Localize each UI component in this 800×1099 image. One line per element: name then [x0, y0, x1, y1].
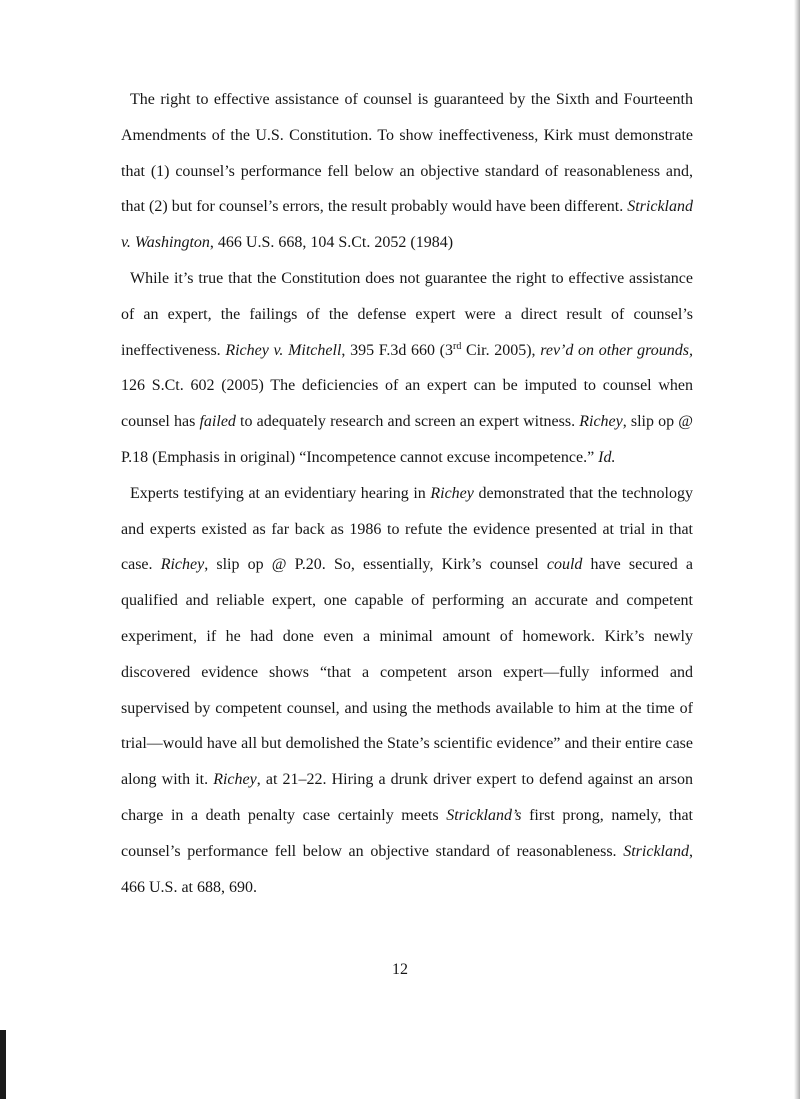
- text-run: , slip op @ P.18 (Emphasis in original) “Incompetence cannot excuse incompetence.”: [121, 413, 694, 466]
- scan-edge: [794, 0, 800, 1099]
- text-run: first prong, namely, that counsel’s performance fell below an objective standard of reasonableness.: [121, 806, 693, 860]
- text-run: have secured a qualified and reliable expert, one capable of performing an accurate and competent experiment, if he had done even a minimal amount of homework. Kirk’s newly discovered evidence shows “that a competent arson expert—fully informed and supervised by competent counsel, and using the methods available to him at the time of trial—would have all but demolished the State’s scientific evidence” and their entire case along with it.: [121, 556, 694, 789]
- italic-citation: failed: [199, 413, 236, 431]
- superscript-text: rd: [453, 340, 462, 352]
- italic-citation: could: [546, 556, 583, 574]
- italic-citation: Strickland v. Washington: [121, 198, 693, 252]
- text-run: While it’s true that the Constitution does not guarantee the right to effective assistance of an expert, the failings of the defense expert were a direct result of counsel’s ineffectiveness.: [121, 269, 693, 359]
- italic-citation: Richey: [579, 413, 623, 431]
- italic-citation: Strickland’s: [446, 806, 522, 824]
- italic-citation: Id.: [598, 448, 616, 466]
- italic-citation: Richey: [430, 484, 474, 502]
- text-run: , slip op @ P.20. So, essentially, Kirk’s counsel: [204, 556, 547, 574]
- text-run: , 395 F.3d 660 (3: [341, 341, 453, 359]
- document-body: [121, 82, 693, 905]
- paragraph: [121, 261, 693, 476]
- text-run: Cir. 2005),: [461, 341, 541, 359]
- scan-edge-mark: [0, 1030, 6, 1099]
- text-run: The right to effective assistance of counsel is guaranteed by the Sixth and Fourteenth Amendments of the U.S. Constitution. To show ineffectiveness, Kirk must demonstrate that (1) counsel’s performance fell below an objective standard of reasonableness and, that (2) but for counsel’s errors, the result probably would have been different.: [121, 91, 693, 216]
- italic-citation: Richey: [213, 771, 257, 789]
- paragraph: [121, 476, 693, 906]
- text-run: 126 S.Ct. 602 (2005) The deficiencies of an expert can be imputed to counsel when counsel has: [121, 377, 693, 431]
- italic-citation: rev’d on other grounds,: [540, 341, 693, 359]
- text-run: , 466 U.S. at 688, 690.: [121, 842, 693, 896]
- paragraph: [121, 82, 693, 261]
- text-run: , at 21–22. Hiring a drunk driver expert to defend against an arson charge in a death penalty case certainly meets: [121, 771, 693, 824]
- text-run: to adequately research and screen an expert witness.: [235, 413, 580, 431]
- italic-citation: Richey: [160, 556, 205, 574]
- text-run: Experts testifying at an evidentiary hearing in: [130, 484, 431, 502]
- italic-citation: Richey v. Mitchell: [225, 341, 342, 359]
- text-run: , 466 U.S. 668, 104 S.Ct. 2052 (1984): [209, 234, 454, 252]
- page-number: 12: [392, 961, 408, 978]
- text-run: demonstrated that the technology and experts existed as far back as 1986 to refute the evidence presented at trial in that case.: [121, 484, 694, 574]
- italic-citation: Strickland: [623, 842, 689, 860]
